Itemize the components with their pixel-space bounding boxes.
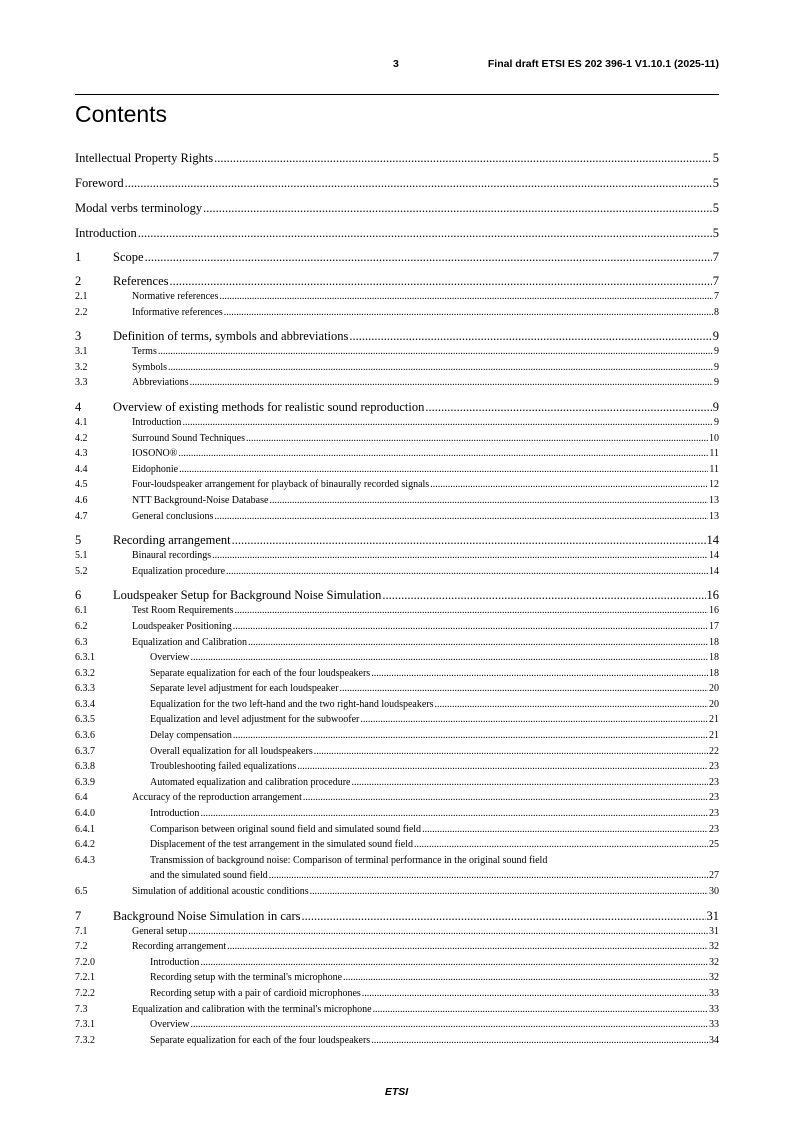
- toc-entry-title: Binaural recordings: [132, 550, 212, 562]
- toc-entry-page: 20: [709, 698, 719, 710]
- toc-entry[interactable]: [75, 822, 719, 838]
- toc-entry-page: 5: [712, 226, 719, 240]
- dot-leader: [168, 360, 713, 376]
- toc-entry-number: 7.2: [75, 941, 88, 953]
- dot-leader: [233, 619, 708, 635]
- toc-entry-number: 3.2: [75, 361, 88, 373]
- toc-entry[interactable]: [75, 790, 719, 806]
- toc-entry-page: 31: [706, 908, 719, 923]
- toc-entry[interactable]: [75, 431, 719, 447]
- toc-entry-number: 6.3: [75, 636, 88, 648]
- toc-entry[interactable]: [75, 744, 719, 760]
- dot-leader: [414, 837, 708, 853]
- toc-entry-title: Informative references: [132, 306, 223, 318]
- toc-entry-page: 13: [709, 494, 719, 506]
- dot-leader: [224, 305, 713, 321]
- toc-entry-page: 16: [709, 605, 719, 617]
- toc-entry-title: Test Room Requirements: [132, 605, 234, 617]
- dot-leader: [145, 249, 712, 265]
- toc-entry-page: 16: [706, 588, 719, 603]
- dot-leader: [200, 806, 708, 822]
- dot-leader: [190, 375, 713, 391]
- toc-entry[interactable]: [75, 924, 719, 940]
- dot-leader: [190, 1017, 708, 1033]
- dot-leader: [435, 697, 708, 713]
- toc-entry-title: Equalization and level adjustment for the subwoofer: [150, 714, 360, 726]
- toc-entry-number: 5: [75, 533, 82, 548]
- toc-entry-title: Troubleshooting failed equalizations: [150, 761, 297, 773]
- dot-leader: [360, 712, 708, 728]
- toc-entry-title: Introduction: [150, 808, 200, 820]
- toc-entry-number: 3.1: [75, 346, 88, 358]
- toc-entry[interactable]: [75, 1002, 719, 1018]
- toc-entry-page: 7: [714, 291, 719, 302]
- toc-entry-title: Modal verbs terminology: [75, 201, 203, 215]
- toc-entry[interactable]: [75, 305, 719, 321]
- dot-leader: [227, 939, 708, 955]
- toc-entry-number: 6.2: [75, 620, 88, 632]
- toc-entry[interactable]: [75, 681, 719, 697]
- toc-entry-number: 4.1: [75, 416, 88, 428]
- toc-entry[interactable]: [75, 548, 719, 564]
- toc-entry[interactable]: [75, 603, 719, 619]
- dot-leader: [371, 666, 708, 682]
- toc-entry-title: Introduction: [132, 416, 182, 428]
- page-number: 3: [393, 58, 399, 70]
- dot-leader: [226, 564, 708, 580]
- toc-entry[interactable]: [75, 955, 719, 971]
- dot-leader: [246, 431, 708, 447]
- toc-entry[interactable]: [75, 650, 719, 666]
- dot-leader: [371, 1033, 708, 1049]
- toc-entry-title: Four-loudspeaker arrangement for playback of binaurally recorded signals: [132, 479, 430, 491]
- dot-leader: [248, 635, 708, 651]
- toc-entry-page: 23: [709, 761, 719, 773]
- toc-entry-title: References: [113, 274, 169, 288]
- toc-entry-title: General conclusions: [132, 510, 214, 522]
- toc-entry-number: 4.6: [75, 494, 88, 506]
- toc-entry-title: Eidophonie: [132, 463, 179, 475]
- dot-leader: [235, 603, 708, 619]
- toc-entry-page: 9: [714, 346, 719, 358]
- toc-entry-page: 9: [712, 329, 719, 344]
- toc-entry-number: 5.2: [75, 565, 88, 577]
- toc-entry-title: NTT Background-Noise Database: [132, 494, 269, 506]
- toc-entry[interactable]: [75, 1017, 719, 1033]
- toc-entry-title: Scope: [113, 250, 144, 264]
- toc-entry[interactable]: [75, 759, 719, 775]
- dot-leader: [340, 681, 708, 697]
- toc-entry-page: 18: [709, 636, 719, 648]
- dot-leader: [214, 150, 712, 166]
- dot-leader: [297, 759, 708, 775]
- toc-entry[interactable]: [75, 712, 719, 728]
- toc-entry[interactable]: [75, 273, 719, 289]
- dot-leader: [310, 884, 708, 900]
- dot-leader: [182, 415, 713, 431]
- toc-entry[interactable]: [75, 462, 719, 478]
- toc-entry-page: 14: [706, 533, 719, 548]
- dot-leader: [269, 493, 708, 509]
- toc-entry-number: 7.2.2: [75, 987, 95, 999]
- dot-leader: [125, 175, 712, 191]
- toc-entry-number: 6.3.4: [75, 698, 95, 710]
- toc-entry-number: 2.1: [75, 291, 88, 302]
- toc-entry-number: 3: [75, 329, 82, 344]
- toc-entry-number: 6.4.2: [75, 839, 95, 851]
- toc-entry-number: 6.3.5: [75, 714, 95, 726]
- toc-entry-title: Recording setup with a pair of cardioid microphones: [150, 987, 361, 999]
- dot-leader: [190, 650, 708, 666]
- toc-entry[interactable]: [75, 446, 719, 462]
- dot-leader: [219, 289, 713, 305]
- toc-entry-number: 6.3.3: [75, 683, 95, 695]
- header-rule: [75, 94, 719, 95]
- toc-entry[interactable]: [75, 697, 719, 713]
- toc-entry[interactable]: [75, 375, 719, 391]
- dot-leader: [362, 986, 708, 1002]
- toc-entry-continuation[interactable]: [75, 868, 719, 884]
- toc-entry[interactable]: [75, 399, 719, 415]
- toc-entry-number: 7.3: [75, 1003, 88, 1015]
- toc-entry-number: 7: [75, 908, 82, 923]
- toc-entry-page: 9: [714, 361, 719, 373]
- toc-entry-page: 30: [709, 886, 719, 897]
- toc-entry-title: Overall equalization for all loudspeakers: [150, 745, 313, 757]
- toc-entry-number: 7.3.2: [75, 1034, 95, 1046]
- toc-entry-page: 32: [709, 956, 719, 968]
- toc-entry[interactable]: [75, 884, 719, 900]
- toc-entry-title: Separate equalization for each of the four loudspeakers: [150, 667, 371, 679]
- dot-leader: [232, 532, 706, 548]
- toc-entry-title: Automated equalization and calibration procedure: [150, 776, 351, 788]
- toc-entry[interactable]: [75, 939, 719, 955]
- toc-entry-title: Introduction: [150, 956, 200, 968]
- toc-entry-number: 4.4: [75, 463, 88, 475]
- toc-entry-title: Introduction: [75, 226, 137, 240]
- toc-entry-number: 1: [75, 250, 82, 264]
- dot-leader: [138, 225, 712, 241]
- toc-entry-title: Transmission of background noise: Comparison of terminal performance in the original sound field: [150, 854, 548, 866]
- toc-entry-page: 9: [712, 399, 719, 414]
- toc-entry-page: 23: [709, 776, 719, 788]
- dot-leader: [343, 970, 708, 986]
- toc-entry-page: 31: [709, 925, 719, 937]
- toc-entry-number: 6.3.2: [75, 667, 95, 679]
- toc-entry-page: 22: [709, 745, 719, 757]
- toc-entry[interactable]: [75, 837, 719, 853]
- dot-leader: [200, 955, 708, 971]
- toc-entry[interactable]: [75, 344, 719, 360]
- dot-leader: [158, 344, 713, 360]
- dot-leader: [212, 548, 708, 564]
- toc-entry-title: Separate level adjustment for each loudspeaker: [150, 683, 339, 695]
- toc-entry-number: 6.4.3: [75, 854, 95, 866]
- toc-entry-title: General setup: [132, 925, 188, 937]
- toc-entry-number: 4: [75, 399, 82, 414]
- toc-entry-page: 14: [709, 550, 719, 562]
- toc-entry-number: 2: [75, 274, 82, 288]
- toc-entry-page: 18: [709, 667, 719, 679]
- toc-entry-page: 5: [712, 176, 719, 190]
- toc-entry-title: Terms: [132, 346, 157, 358]
- dot-leader: [430, 477, 708, 493]
- page-header: [75, 58, 719, 74]
- toc-entry-page: 9: [714, 416, 719, 428]
- toc-entry-page: 5: [712, 151, 719, 165]
- toc-entry-number: 4.3: [75, 448, 88, 460]
- toc-entry[interactable]: [75, 289, 719, 305]
- toc-entry-page: 9: [714, 377, 719, 389]
- toc-entry[interactable]: [75, 150, 719, 166]
- dot-leader: [233, 728, 708, 744]
- toc-entry-title: Definition of terms, symbols and abbreviations: [113, 329, 349, 344]
- toc-entry-title-continued: and the simulated sound field: [150, 870, 268, 882]
- toc-entry-page: 33: [709, 987, 719, 999]
- toc-entry-title: Accuracy of the reproduction arrangement: [132, 792, 302, 804]
- toc-entry-title: Simulation of additional acoustic conditions: [132, 886, 309, 897]
- toc-entry-title: Equalization procedure: [132, 565, 226, 577]
- dot-leader: [349, 328, 711, 344]
- toc-entry-number: 6.3.1: [75, 652, 95, 664]
- toc-entry[interactable]: [75, 175, 719, 191]
- dot-leader: [425, 399, 711, 415]
- toc-entry-title: Equalization and calibration with the terminal's microphone: [132, 1003, 372, 1015]
- toc-entry-page: 34: [709, 1034, 719, 1046]
- toc-entry[interactable]: [75, 619, 719, 635]
- toc-entry-title: Surround Sound Techniques: [132, 432, 245, 444]
- toc-entry[interactable]: [75, 509, 719, 525]
- dot-leader: [351, 775, 708, 791]
- toc-entry[interactable]: [75, 806, 719, 822]
- toc-entry-title: Equalization for the two left-hand and the two right-hand loudspeakers: [150, 698, 434, 710]
- toc-entry[interactable]: [75, 328, 719, 344]
- toc-entry[interactable]: [75, 249, 719, 265]
- toc-entry-number: 6.3.7: [75, 745, 95, 757]
- toc-entry-page: 17: [709, 620, 719, 632]
- toc-entry-number: 6.3.6: [75, 730, 95, 742]
- toc-entry-title: Abbreviations: [132, 377, 189, 389]
- toc-entry-number: 4.2: [75, 432, 88, 444]
- toc-entry-page: 25: [709, 839, 719, 851]
- dot-leader: [214, 509, 708, 525]
- toc-entry-page: 18: [709, 652, 719, 664]
- toc-entry-title: Recording setup with the terminal's microphone: [150, 972, 343, 984]
- dot-leader: [170, 273, 712, 289]
- toc-entry-number: 6: [75, 588, 82, 603]
- toc-entry-number: 6.5: [75, 886, 88, 897]
- toc-entry-title: Recording arrangement: [132, 941, 227, 953]
- toc-entry-number: 3.3: [75, 377, 88, 389]
- toc-entry[interactable]: [75, 477, 719, 493]
- toc-entry-page: 20: [709, 683, 719, 695]
- toc-entry[interactable]: [75, 493, 719, 509]
- dot-leader: [178, 446, 708, 462]
- toc-entry[interactable]: [75, 666, 719, 682]
- toc-entry-title: Background Noise Simulation in cars: [113, 908, 301, 923]
- toc-entry-title: Symbols: [132, 361, 168, 373]
- toc-entry-title: IOSONO®: [132, 448, 178, 460]
- toc-entry[interactable]: [75, 200, 719, 216]
- toc-entry[interactable]: [75, 564, 719, 580]
- toc-entry-page: 32: [709, 941, 719, 953]
- toc-entry-title: Recording arrangement: [113, 533, 231, 548]
- toc-entry-page: 33: [709, 1003, 719, 1015]
- toc-entry-number: 6.3.9: [75, 776, 95, 788]
- dot-leader: [188, 924, 708, 940]
- toc-entry-title: Comparison between original sound field and simulated sound field: [150, 823, 422, 835]
- toc-entry-title: Overview: [150, 652, 190, 664]
- footer-etsi: ETSI: [384, 1086, 409, 1098]
- dot-leader: [382, 587, 705, 603]
- dot-leader: [301, 908, 705, 924]
- toc-entry[interactable]: [75, 635, 719, 651]
- dot-leader: [314, 744, 708, 760]
- toc-entry-title: Loudspeaker Positioning: [132, 620, 232, 632]
- toc-entry-title: Separate equalization for each of the four loudspeakers: [150, 1034, 371, 1046]
- contents-heading: Contents: [75, 101, 168, 127]
- toc-entry-page: 11: [709, 463, 719, 475]
- toc-entry-number: 7.2.1: [75, 972, 95, 984]
- toc-entry-number: 7.1: [75, 925, 88, 937]
- toc-entry-title: Displacement of the test arrangement in the simulated sound field: [150, 839, 413, 851]
- toc-entry-number: 7.3.1: [75, 1019, 95, 1031]
- toc-entry[interactable]: [75, 587, 719, 603]
- toc-entry[interactable]: [75, 986, 719, 1002]
- toc-entry-page: 14: [709, 565, 719, 577]
- toc-entry-page: 21: [709, 730, 719, 742]
- toc-entry-page: 5: [712, 201, 719, 215]
- toc-entry-page: 23: [709, 808, 719, 820]
- toc-entry-title: Normative references: [132, 291, 219, 302]
- toc-entry[interactable]: [75, 853, 719, 869]
- toc-entry[interactable]: [75, 728, 719, 744]
- toc-entry-number: 7.2.0: [75, 956, 95, 968]
- toc-entry-page: 13: [709, 510, 719, 522]
- dot-leader: [269, 868, 708, 884]
- toc-entry-title: Foreword: [75, 176, 124, 190]
- toc-entry-page: 27: [709, 870, 719, 882]
- toc-entry-page: 8: [714, 306, 719, 318]
- toc-entry-title: Overview of existing methods for realistic sound reproduction: [113, 399, 425, 414]
- toc-entry-title: Delay compensation: [150, 730, 232, 742]
- toc-entry-number: 6.4: [75, 792, 88, 804]
- toc-entry-title: Overview: [150, 1019, 190, 1031]
- toc-entry-page: 21: [709, 714, 719, 726]
- toc-entry[interactable]: [75, 415, 719, 431]
- toc-entry-number: 4.5: [75, 479, 88, 491]
- table-of-contents: [75, 150, 719, 1048]
- dot-leader: [179, 462, 708, 478]
- dot-leader: [303, 790, 708, 806]
- toc-entry-number: 2.2: [75, 306, 88, 318]
- toc-entry-page: 7: [712, 250, 719, 264]
- toc-entry[interactable]: [75, 775, 719, 791]
- toc-entry-page: 23: [709, 792, 719, 804]
- toc-entry-number: 6.1: [75, 605, 88, 617]
- toc-entry-page: 12: [709, 479, 719, 491]
- toc-entry-number: 6.4.1: [75, 823, 95, 835]
- dot-leader: [373, 1002, 708, 1018]
- toc-entry[interactable]: [75, 908, 719, 924]
- toc-entry-number: 6.3.8: [75, 761, 95, 773]
- dot-leader: [203, 200, 712, 216]
- toc-entry[interactable]: [75, 1033, 719, 1049]
- document-title: Final draft ETSI ES 202 396-1 V1.10.1 (2025-11): [487, 58, 719, 70]
- toc-entry-title: Loudspeaker Setup for Background Noise Simulation: [113, 588, 382, 603]
- toc-entry[interactable]: [75, 532, 719, 548]
- toc-entry-number: 6.4.0: [75, 808, 95, 820]
- toc-entry-page: 7: [712, 274, 719, 288]
- toc-entry[interactable]: [75, 225, 719, 241]
- dot-leader: [422, 822, 708, 838]
- toc-entry-number: 4.7: [75, 510, 88, 522]
- toc-entry[interactable]: [75, 360, 719, 376]
- toc-entry-page: 33: [709, 1019, 719, 1031]
- toc-entry[interactable]: [75, 970, 719, 986]
- toc-entry-page: 11: [709, 448, 719, 460]
- toc-entry-page: 23: [709, 823, 719, 835]
- toc-entry-page: 10: [709, 432, 719, 444]
- toc-entry-number: 5.1: [75, 550, 88, 562]
- toc-entry-page: 32: [709, 972, 719, 984]
- toc-entry-title: Equalization and Calibration: [132, 636, 247, 648]
- toc-entry-title: Intellectual Property Rights: [75, 151, 214, 165]
